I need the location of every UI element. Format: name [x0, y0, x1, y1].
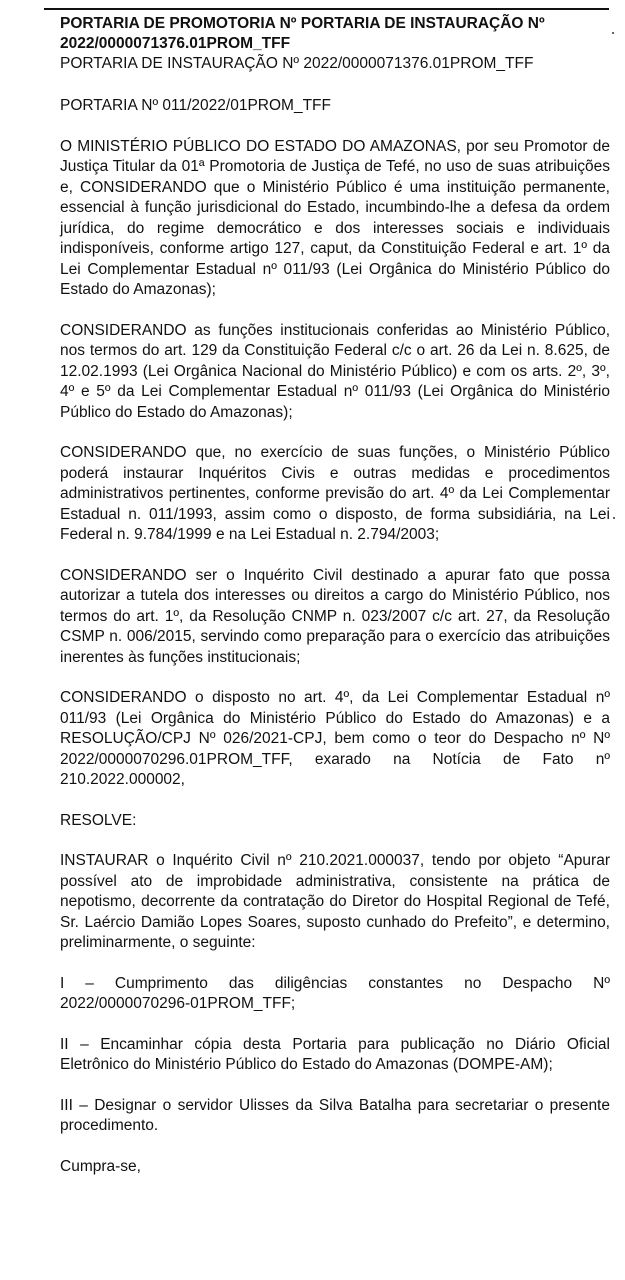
portaria-number: PORTARIA Nº 011/2022/01PROM_TFF	[60, 97, 331, 114]
document-subheading: PORTARIA DE INSTAURAÇÃO Nº 2022/0000071376.01PROM_TFF	[60, 55, 534, 72]
paragraph-instaurar: INSTAURAR o Inquérito Civil nº 210.2021.000037, tendo por objeto “Apurar possível ato de improbidade administrativa, consistente na prática de nepotismo, decorrente da contratação do Diretor do Hospital Regional de Tefé, Sr. Laércio Damião Lopes Soares, suposto cunhado do Prefeito”, e determino, preliminarmente, o seguinte:	[60, 852, 610, 951]
document-heading-line1: PORTARIA DE PROMOTORIA Nº PORTARIA DE INSTAURAÇÃO Nº	[60, 15, 545, 32]
scan-speck	[612, 32, 614, 34]
paragraph-considerando-3: CONSIDERANDO ser o Inquérito Civil destinado a apurar fato que possa autorizar a tutela dos interesses ou direitos a cargo do Ministério Público, nos termos do art. 1º, da Resolução CNMP n. 023/2007 c/c art. 27, da Resolução CSMP n. 006/2015, servindo como preparação para o exercício das atribuições inerentes às funções institucionais;	[60, 566, 610, 666]
document-heading-line2: 2022/0000071376.01PROM_TFF	[60, 35, 291, 52]
scan-speck	[613, 517, 615, 519]
document-body	[60, 14, 610, 1197]
paragraph-considerando-4: CONSIDERANDO o disposto no art. 4º, da Lei Complementar Estadual nº 011/93 (Lei Orgânica do Ministério Público do Estado do Amazonas) e a RESOLUÇÃO/CPJ Nº 026/2021-CPJ, bem como o teor do Despacho nº Nº 2022/0000070296.01PROM_TFF, exarado na Notícia de Fato nº 210.2022.000002,	[60, 689, 610, 788]
paragraph-intro: O MINISTÉRIO PÚBLICO DO ESTADO DO AMAZONAS, por seu Promotor de Justiça Titular da 01ª Promotoria de Justiça de Tefé, no uso de suas atribuições e, CONSIDERANDO que o Ministério Público é uma instituição permanente, essencial à função jurisdicional do Estado, incumbindo-lhe a defesa da ordem jurídica, do regime democrático e dos interesses sociais e individuais indisponíveis, conforme artigo 127, caput, da Constituição Federal e art. 1º da Lei Complementar Estadual nº 011/93 (Lei Orgânica do Ministério Público do Estado do Amazonas);	[60, 137, 610, 298]
paragraph-considerando-2: CONSIDERANDO que, no exercício de suas funções, o Ministério Público poderá instaurar Inquéritos Civis e outras medidas e procedimentos administrativos pertinentes, conforme previsão do art. 4º da Lei Complementar Estadual n. 011/1993, assim como o disposto, de forma subsidiária, na Lei Federal n. 9.784/1999 e na Lei Estadual n. 2.794/2003;	[60, 444, 610, 543]
list-item-i: I – Cumprimento das diligências constantes no Despacho Nº 2022/0000070296-01PROM_TFF;	[60, 974, 610, 1012]
resolve-label: RESOLVE:	[60, 811, 137, 829]
top-border-line	[44, 8, 609, 10]
paragraph-considerando-1: CONSIDERANDO as funções institucionais conferidas ao Ministério Público, nos termos do art. 129 da Constituição Federal c/c o art. 26 da Lei n. 8.625, de 12.02.1993 (Lei Orgânica Nacional do Ministério Público) e com os arts. 2º, 3º, 4º e 5º da Lei Complementar Estadual nº 011/93 (Lei Orgânica do Ministério Público do Estado do Amazonas);	[60, 321, 610, 421]
closing-text: Cumpra-se,	[60, 1157, 141, 1175]
list-item-ii: II – Encaminhar cópia desta Portaria para publicação no Diário Oficial Eletrônico do Ministério Público do Estado do Amazonas (DOMPE-AM);	[60, 1035, 610, 1073]
list-item-iii: III – Designar o servidor Ulisses da Silva Batalha para secretariar o presente procedimento.	[60, 1096, 610, 1134]
